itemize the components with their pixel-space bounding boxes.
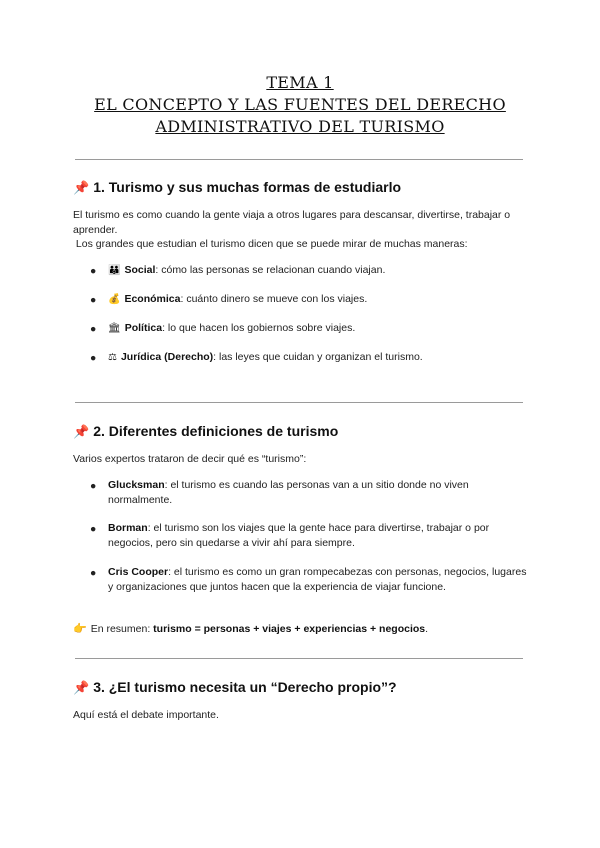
list-item-glucksman	[108, 478, 528, 508]
list-item-text: : lo que hacen los gobiernos sobre viajes.	[162, 322, 356, 334]
pointing-hand-icon: 👉	[73, 623, 87, 635]
balance-scale-icon: ⚖	[108, 352, 117, 363]
list-item-term: Política	[124, 322, 163, 334]
section-1-intro-2: Los grandes que estudian el turismo dicen que se puede mirar de muchas maneras:	[73, 238, 468, 250]
section-2-summary	[73, 622, 533, 637]
list-item-juridica	[108, 350, 528, 365]
divider	[75, 402, 523, 403]
bullet-dot: ●	[90, 323, 97, 335]
section-1-intro-line-1: El turismo es como cuando la gente viaja a otros lugares para descansar, divertirse, trabajar o aprender.	[73, 209, 511, 236]
section-3-title: 3. ¿El turismo necesita un “Derecho propio”?	[93, 679, 397, 695]
list-item-text: : el turismo es como un gran rompecabezas con personas, negocios, lugares y organizaciones que juntos hacen que la experiencia de viajar funcione.	[108, 566, 527, 593]
list-item-term: Económica	[124, 293, 181, 305]
list-item-politica	[108, 321, 528, 336]
divider	[75, 159, 523, 160]
money-bag-icon: 💰	[108, 294, 121, 305]
bullet-dot: ●	[90, 523, 97, 535]
summary-prefix: En resumen:	[90, 623, 154, 635]
summary-end: .	[425, 623, 429, 635]
list-item-term: Glucksman	[108, 479, 165, 491]
list-item-term: Social	[124, 264, 156, 276]
section-2-heading	[73, 422, 338, 441]
pushpin-icon: 📌	[73, 424, 90, 439]
section-1-heading	[73, 178, 401, 197]
list-item-economica	[108, 292, 528, 307]
list-item-text: : el turismo son los viajes que la gente hace para divertirse, trabajar o por negocios, pero sin quedarse a vivir ahí para siempre.	[108, 522, 490, 549]
section-3-intro: Aquí está el debate importante.	[73, 709, 219, 721]
section-1-intro	[73, 208, 533, 238]
section-2-title: 2. Diferentes definiciones de turismo	[93, 423, 339, 439]
section-3-heading	[73, 678, 397, 697]
list-item-cris-cooper	[108, 565, 528, 595]
list-item-term: Jurídica (Derecho)	[120, 351, 214, 363]
bullet-dot: ●	[90, 265, 97, 277]
list-item-text: : cuánto dinero se mueve con los viajes.	[180, 293, 368, 305]
list-item-social	[108, 263, 528, 278]
bullet-dot: ●	[90, 352, 97, 364]
family-icon: 👪	[108, 265, 121, 276]
title-line-2: EL CONCEPTO Y LAS FUENTES DEL DERECHO	[94, 95, 506, 114]
pushpin-icon: 📌	[73, 180, 90, 195]
bullet-dot: ●	[90, 567, 97, 579]
section-2-intro: Varios expertos trataron de decir qué es “turismo”:	[73, 453, 307, 465]
list-item-text: : cómo las personas se relacionan cuando viajan.	[155, 264, 386, 276]
list-item-text: : las leyes que cuidan y organizan el turismo.	[213, 351, 423, 363]
bullet-dot: ●	[90, 294, 97, 306]
list-item-term: Borman	[108, 522, 148, 534]
list-item-text: : el turismo es cuando las personas van a un sitio donde no viven normalmente.	[108, 479, 469, 506]
summary-formula: turismo = personas + viajes + experiencias + negocios	[153, 623, 426, 635]
pushpin-icon: 📌	[73, 680, 90, 695]
list-item-term: Cris Cooper	[108, 566, 169, 578]
divider	[75, 658, 523, 659]
list-item-borman	[108, 521, 528, 551]
bullet-dot: ●	[90, 480, 97, 492]
title-line-3: ADMINISTRATIVO DEL TURISMO	[155, 117, 445, 136]
classical-building-icon: 🏛	[108, 323, 121, 334]
section-1-title: 1. Turismo y sus muchas formas de estudiarlo	[93, 179, 402, 195]
title-line-1: TEMA 1	[266, 73, 334, 92]
